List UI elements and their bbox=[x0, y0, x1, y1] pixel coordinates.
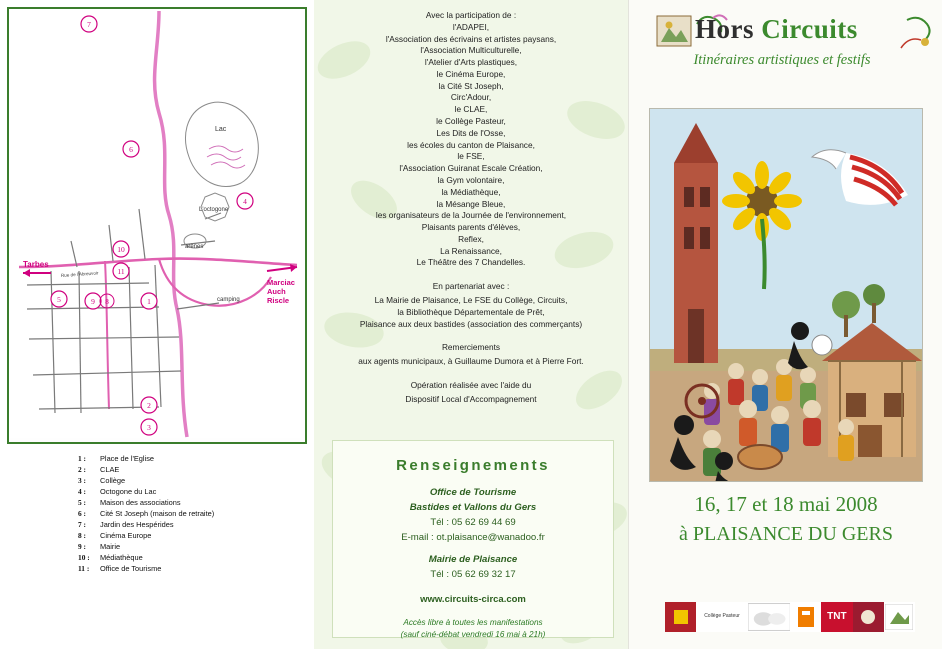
legend-label: Place de l'Eglise bbox=[100, 454, 154, 463]
participant-item: les organisateurs de la Journée de l'environnement, bbox=[375, 210, 567, 221]
legend-number: 8 : bbox=[78, 531, 87, 540]
region-logo bbox=[665, 602, 696, 632]
legend-item bbox=[78, 477, 308, 484]
map-frame bbox=[7, 7, 307, 444]
participant-item: Les Dits de l'Osse, bbox=[436, 127, 506, 138]
participant-item: le CLAE, bbox=[454, 104, 488, 115]
participant-item: La Renaissance, bbox=[440, 245, 502, 256]
middle-panel-credits bbox=[314, 0, 628, 649]
brand-title-circuits: Circuits bbox=[761, 14, 858, 44]
participant-item: le Cinéma Europe, bbox=[436, 68, 506, 79]
legend-number: 5 : bbox=[78, 498, 87, 507]
svg-text:Auch: Auch bbox=[267, 287, 286, 296]
departement-gers-logo bbox=[853, 602, 884, 632]
renseignements-title: Renseignements bbox=[396, 457, 550, 474]
participant-item: Plaisants parents d'élèves, bbox=[421, 222, 521, 233]
partner-item: La Mairie de Plaisance, Le FSE du Collège, Circuits, bbox=[374, 294, 568, 305]
thanks-text: aux agents municipaux, à Guillaume Dumora et à Pierre Fort. bbox=[358, 356, 584, 367]
renseignements-box bbox=[332, 440, 614, 638]
svg-text:Tarbes: Tarbes bbox=[23, 260, 49, 269]
brand-title-hors: Hors bbox=[695, 14, 754, 44]
legend-number: 10 : bbox=[78, 553, 90, 562]
legend-label: Cinéma Europe bbox=[100, 531, 152, 540]
participant-item: Circ'Adour, bbox=[450, 92, 492, 103]
legend-label: Collège bbox=[100, 476, 126, 485]
svg-text:1: 1 bbox=[147, 297, 151, 306]
participant-item: la Gym volontaire, bbox=[437, 174, 505, 185]
legend-item bbox=[78, 543, 308, 550]
event-dates bbox=[629, 492, 942, 546]
legend-number: 11 : bbox=[78, 564, 90, 573]
brand-header bbox=[639, 8, 935, 58]
participant-item: la Mésange Bleue, bbox=[436, 198, 506, 209]
legend-item bbox=[78, 510, 308, 517]
partner-logo bbox=[884, 602, 915, 632]
map-legend bbox=[78, 455, 308, 576]
participant-item: la Cité St Joseph, bbox=[438, 80, 504, 91]
participant-item: la Médiathèque, bbox=[441, 186, 501, 197]
office-name: Office de Tourisme bbox=[429, 487, 517, 498]
access-note-line1: Accès libre à toutes les manifestations bbox=[403, 618, 543, 628]
svg-text:Lac: Lac bbox=[215, 126, 227, 133]
cover-illustration-svg bbox=[650, 109, 922, 481]
legend-label: Office de Tourisme bbox=[100, 564, 162, 573]
svg-text:L'octogone: L'octogone bbox=[199, 207, 229, 213]
college-pasteur-logo bbox=[696, 602, 747, 632]
legend-item bbox=[78, 565, 308, 572]
participant-item: l'Association Guiranat Escale Création, bbox=[399, 163, 543, 174]
svg-text:2: 2 bbox=[147, 401, 151, 410]
svg-text:4: 4 bbox=[243, 197, 247, 206]
thanks-heading: Remerciements bbox=[441, 342, 501, 353]
participant-item: le Collège Pasteur, bbox=[436, 116, 506, 127]
renseignements-body bbox=[333, 486, 613, 583]
legend-number: 4 : bbox=[78, 487, 87, 496]
participant-item: les écoles du canton de Plaisance, bbox=[407, 139, 535, 150]
legend-number: 1 : bbox=[78, 454, 87, 463]
left-panel-map bbox=[0, 0, 314, 649]
credits-block bbox=[330, 10, 612, 405]
participant-item: l'Atelier d'Arts plastiques, bbox=[424, 57, 518, 68]
right-panel-cover bbox=[628, 0, 942, 649]
operation-line-2: Dispositif Local d'Accompagnement bbox=[405, 393, 537, 404]
tnt-logo bbox=[821, 602, 852, 632]
access-note bbox=[333, 617, 613, 640]
credits-intro: Avec la participation de : bbox=[425, 10, 517, 20]
participant-item: l'Association Multiculturelle, bbox=[420, 45, 522, 56]
orange-logo bbox=[790, 602, 821, 632]
legend-number: 2 : bbox=[78, 465, 87, 474]
svg-text:arènes: arènes bbox=[185, 244, 204, 250]
legend-item bbox=[78, 521, 308, 528]
office-phone: Tél : 05 62 69 44 69 bbox=[430, 516, 516, 528]
legend-number: 7 : bbox=[78, 520, 87, 529]
website-url[interactable]: www.circuits-circa.com bbox=[420, 594, 526, 606]
office-email[interactable]: E-mail : ot.plaisance@wanadoo.fr bbox=[401, 531, 545, 543]
legend-item bbox=[78, 499, 308, 506]
legend-number: 9 : bbox=[78, 542, 87, 551]
legend-number: 6 : bbox=[78, 509, 87, 518]
participant-item: l'Association des écrivains et artistes paysans, bbox=[385, 33, 557, 44]
legend-number: 3 : bbox=[78, 476, 87, 485]
sponsor-logos bbox=[665, 592, 915, 632]
svg-text:8: 8 bbox=[105, 297, 109, 306]
svg-text:7: 7 bbox=[87, 20, 91, 29]
plaisance-deux-bastides-logo bbox=[748, 602, 790, 632]
legend-item bbox=[78, 455, 308, 462]
event-location-line: à PLAISANCE DU GERS bbox=[679, 523, 893, 545]
participant-item: l'ADAPEI, bbox=[452, 21, 490, 32]
partner-item: Plaisance aux deux bastides (association des commerçants) bbox=[359, 318, 583, 329]
mairie-name: Mairie de Plaisance bbox=[428, 554, 518, 566]
partners-heading: En partenariat avec : bbox=[432, 281, 510, 292]
svg-text:camping: camping bbox=[217, 297, 240, 303]
legend-item bbox=[78, 466, 308, 473]
legend-item bbox=[78, 488, 308, 495]
tnt-label: TNT bbox=[827, 610, 847, 622]
access-note-line2: (sauf ciné-débat vendredi 16 mai à 21h) bbox=[400, 629, 546, 639]
cover-illustration bbox=[649, 108, 923, 482]
participant-item: Reflex, bbox=[458, 233, 484, 244]
participant-item: Le Théâtre des 7 Chandelles. bbox=[416, 257, 526, 268]
svg-text:3: 3 bbox=[147, 423, 151, 432]
legend-label: Cité St Joseph (maison de retraite) bbox=[100, 509, 215, 518]
svg-text:10: 10 bbox=[117, 245, 125, 254]
office-subtitle: Bastides et Vallons du Gers bbox=[409, 501, 537, 513]
map-canvas bbox=[9, 9, 305, 442]
svg-text:5: 5 bbox=[57, 295, 61, 304]
svg-text:11: 11 bbox=[117, 267, 125, 276]
brand-subtitle: Itinéraires artistiques et festifs bbox=[693, 52, 871, 68]
legend-label: Médiathèque bbox=[100, 553, 143, 562]
college-pasteur-label: Collège Pasteur bbox=[704, 613, 740, 620]
partner-item: la Bibliothèque Départementale de Prêt, bbox=[397, 306, 545, 317]
legend-label: CLAE bbox=[100, 465, 120, 474]
svg-text:9: 9 bbox=[91, 297, 95, 306]
participant-item: le FSE, bbox=[457, 151, 485, 162]
svg-text:6: 6 bbox=[129, 145, 133, 154]
event-date-line-1: 16, 17 et 18 mai 2008 bbox=[694, 492, 878, 516]
mairie-phone: Tél : 05 62 69 32 17 bbox=[430, 569, 516, 581]
town-map-svg bbox=[9, 9, 301, 438]
svg-text:Marciac: Marciac bbox=[267, 278, 295, 287]
legend-item bbox=[78, 532, 308, 539]
legend-label: Octogone du Lac bbox=[100, 487, 157, 496]
brand-title bbox=[695, 14, 858, 45]
legend-label: Mairie bbox=[100, 542, 121, 551]
legend-label: Jardin des Hespérides bbox=[100, 520, 174, 529]
operation-line-1: Opération réalisée avec l'aide du bbox=[410, 379, 532, 390]
legend-label: Maison des associations bbox=[100, 498, 181, 507]
legend-item bbox=[78, 554, 308, 561]
svg-text:Riscle: Riscle bbox=[267, 296, 290, 305]
svg-text:Rue de l'Abreuvoir: Rue de l'Abreuvoir bbox=[60, 270, 99, 278]
